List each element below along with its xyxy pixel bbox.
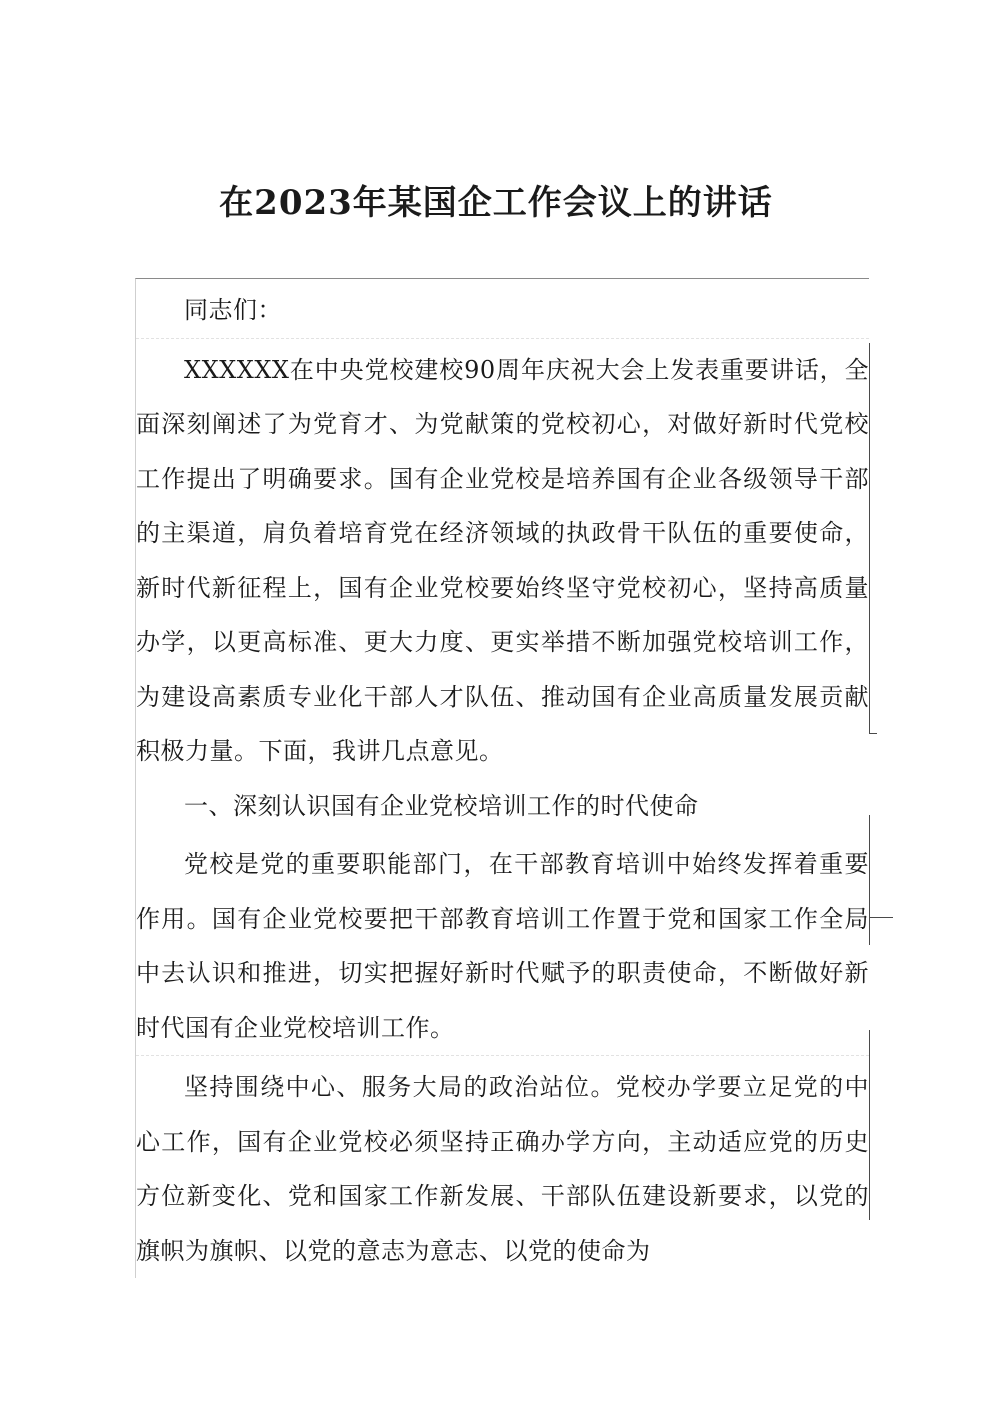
section-paragraph-1: 党校是党的重要职能部门，在干部教育培训中始终发挥着重要作用。国有企业党校要把干部教育培训工作置于党和国家工作全局中去认识和推进，切实把握好新时代赋予的职责使命，不断做好新时代国有企业党校培训工作。 <box>136 850 869 1042</box>
revision-bar-3 <box>869 1030 870 1220</box>
revision-bar-2 <box>869 815 870 945</box>
page-title: 在2023年某国企工作会议上的讲话 <box>219 183 773 223</box>
section-heading: 一、深刻认识国有企业党校培训工作的时代使命 <box>184 791 699 820</box>
section-paragraph-2: 坚持围绕中心、服务大局的政治站位。党校办学要立足党的中心工作，国有企业党校必须坚持正确办学方向，主动适应党的历史方位新变化、党和国家工作新发展、干部队伍建设新要求，以党的旗帜为旗帜、以党的意志为意志、以党的使命为 <box>136 1055 869 1278</box>
revision-tick-1 <box>869 733 877 734</box>
salutation: 同志们： <box>184 296 282 324</box>
intro-paragraph: XXXXXX在中央党校建校90周年庆祝大会上发表重要讲话，全面深刻阐述了为党育才、为党献策的党校初心，对做好新时代党校工作提出了明确要求。国有企业党校是培养国有企业各级领导干部的主渠道，肩负着培育党在经济领域的执政骨干队伍的重要使命，新时代新征程上，国有企业党校要始终坚守党校初心，坚持高质量办学，以更高标准、更大力度、更实举措不断加强党校培训工作，为建设高素质专业化干部人才队伍、推动国有企业高质量发展贡献积极力量。下面，我讲几点意见。 <box>136 338 869 779</box>
revision-bar-1 <box>869 343 870 733</box>
revision-tick-2 <box>869 917 893 918</box>
document-body <box>135 278 869 1278</box>
